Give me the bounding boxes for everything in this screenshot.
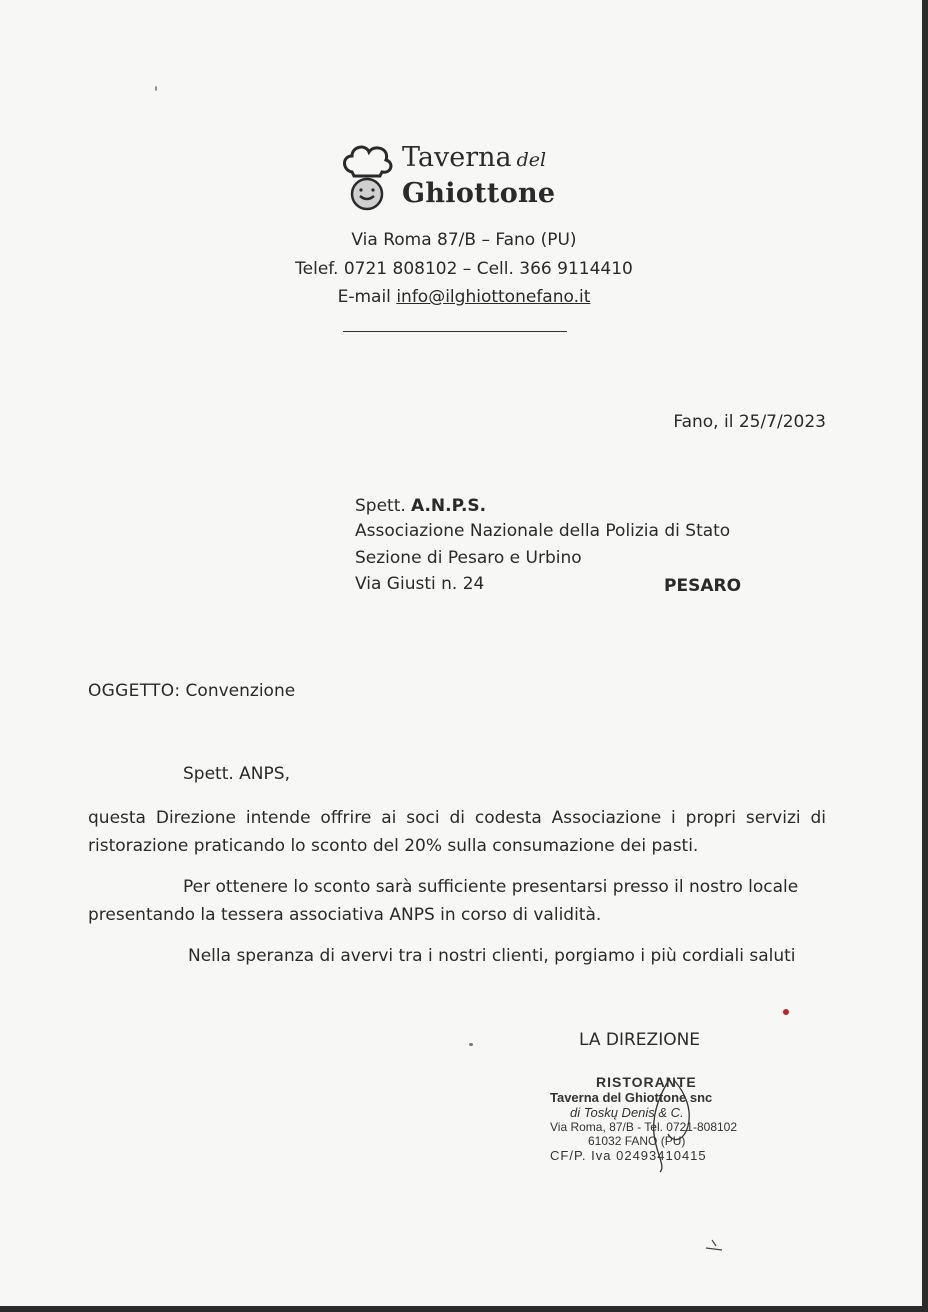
- subject-line: [88, 681, 295, 701]
- ink-mark: [469, 1043, 473, 1046]
- paragraph3: Nella speranza di avervi tra i nostri clienti, porgiamo i più cordiali saluti: [188, 946, 796, 966]
- recipient-line3: Via Giusti n. 24: [355, 574, 485, 594]
- stamp-line3: di Toskų Denis & C.: [570, 1105, 684, 1120]
- logo-title-line2: Ghiottone: [402, 178, 556, 209]
- paragraph1-line1: questa Direzione intende offrire ai soci di codesta Associazione i propri servizi di: [88, 808, 826, 828]
- letter-date: Fano, il 25/7/2023: [673, 412, 826, 432]
- email-label: E-mail: [337, 287, 391, 307]
- header-email: [0, 287, 928, 307]
- scan-edge-bottom: [0, 1306, 928, 1312]
- chef-hat-icon: [338, 142, 396, 214]
- header-divider: [343, 331, 567, 332]
- logo-title-line1: Taverna del: [402, 142, 547, 173]
- signature-label: LA DIREZIONE: [579, 1030, 701, 1050]
- subject-text: : Convenzione: [174, 681, 296, 701]
- stamp-line4: Via Roma, 87/B - Tel. 0721-808102: [550, 1120, 738, 1134]
- paragraph1-line2: ristorazione praticando lo sconto del 20% sulla consumazione dei pasti.: [88, 836, 699, 856]
- stamp-line6: CF/P. Iva 02493410415: [550, 1148, 707, 1163]
- stamp-line5: 61032 FANO (PU): [588, 1134, 686, 1148]
- recipient-line1: Associazione Nazionale della Polizia di Stato: [355, 521, 731, 541]
- paragraph2-line2: presentando la tessera associativa ANPS in corso di validità.: [88, 905, 602, 925]
- ink-mark: [702, 1236, 728, 1266]
- subject-label: OGGETTO: [88, 681, 175, 701]
- header-phones: Telef. 0721 808102 – Cell. 366 9114410: [295, 259, 633, 279]
- recipient-salutation: Spett.: [355, 496, 406, 516]
- paragraph2-line1: Per ottenere lo sconto sarà sufficiente presentarsi presso il nostro locale: [183, 877, 799, 897]
- letterhead-logo: [338, 140, 588, 220]
- email-link[interactable]: info@ilghiottonefano.it: [396, 287, 591, 307]
- company-stamp: [540, 1074, 770, 1174]
- recipient-name: A.N.P.S.: [411, 496, 487, 516]
- recipient-line2: Sezione di Pesaro e Urbino: [355, 548, 582, 568]
- handwritten-signature: [630, 1074, 720, 1174]
- ink-mark: [155, 86, 157, 91]
- ink-mark: [783, 1009, 789, 1015]
- scan-edge-right: [922, 0, 928, 1312]
- stamp-line1: RISTORANTE: [596, 1074, 697, 1090]
- header-address: Via Roma 87/B – Fano (PU): [351, 230, 577, 250]
- greeting: Spett. ANPS,: [183, 764, 290, 784]
- stamp-line2: Taverna del Ghiottone snc: [550, 1090, 713, 1105]
- recipient-city: PESARO: [664, 576, 742, 596]
